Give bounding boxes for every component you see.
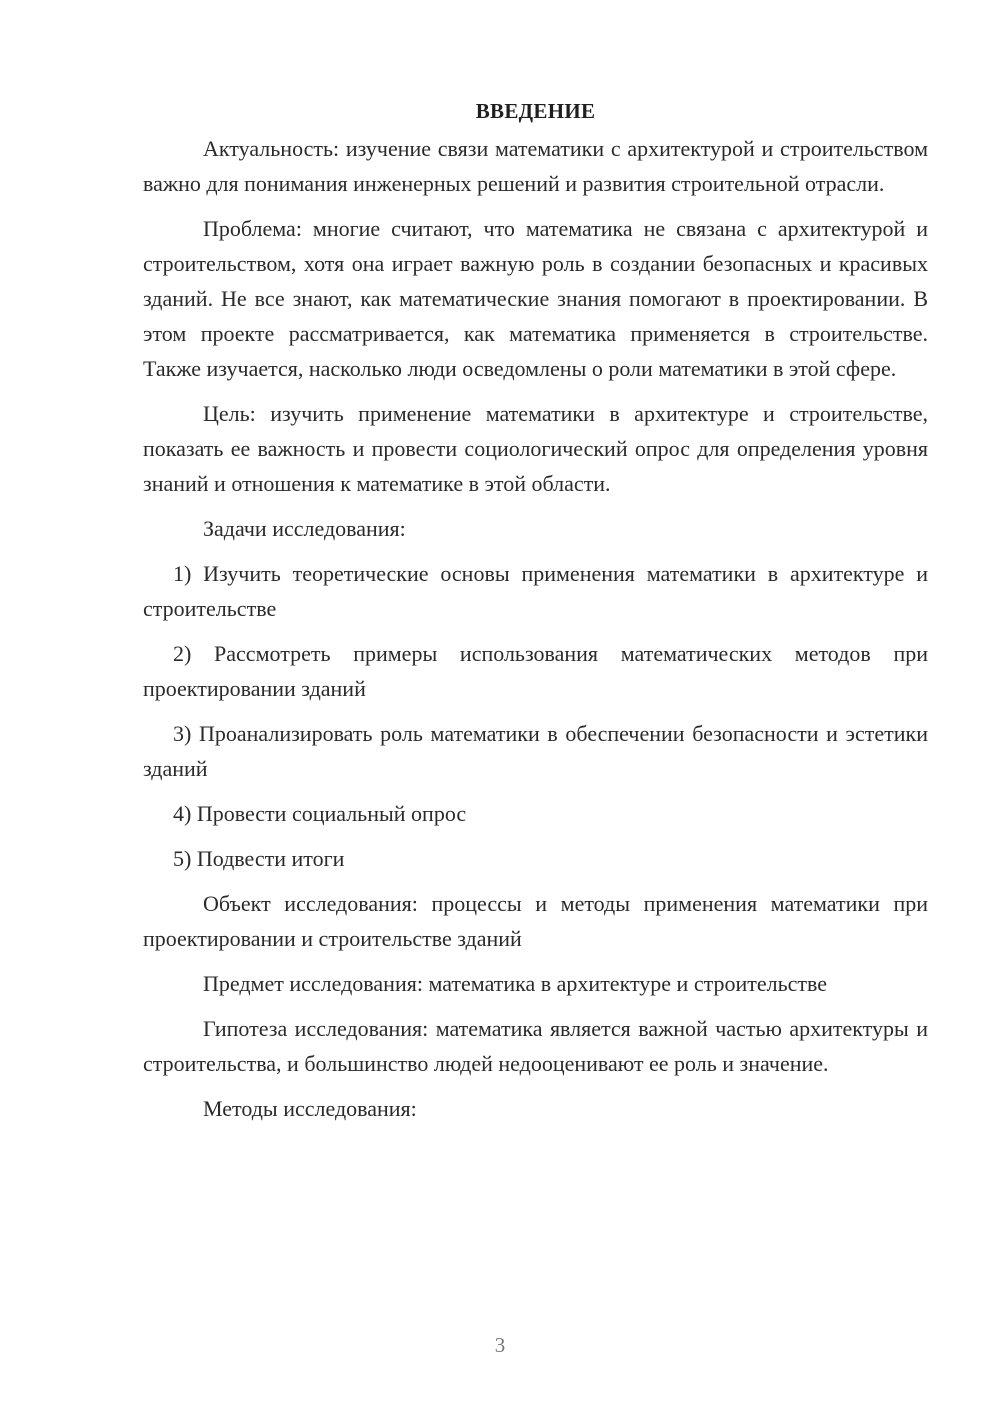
page-title: ВВЕДЕНИЕ [475, 99, 596, 123]
task-item-2: 2) Рассмотреть примеры использования математических методов при проектировании зданий [143, 641, 928, 701]
paragraph-hypothesis: Гипотеза исследования: математика является важной частью архитектуры и строительства, и большинство людей недооценивают ее роль и значение. [143, 1016, 928, 1076]
methods-heading: Методы исследования: [203, 1096, 417, 1121]
tasks-heading: Задачи исследования: [203, 516, 406, 541]
task-item-3: 3) Проанализировать роль математики в обеспечении безопасности и эстетики зданий [143, 721, 928, 781]
task-item-5: 5) Подвести итоги [173, 846, 345, 871]
task-item-1: 1) Изучить теоретические основы применения математики в архитектуре и строительстве [143, 561, 928, 621]
paragraph-problem: Проблема: многие считают, что математика не связана с архитектурой и строительством, хотя она играет важную роль в создании безопасных и красивых зданий. Не все знают, как математические знания помогают в проектировании. В этом проекте рассматривается, как математика применяется в строительстве. Также изучается, насколько люди осведомлены о роли математики в этой сфере. [143, 216, 928, 381]
page-content [143, 96, 928, 1136]
page-number: 3 [494, 1333, 506, 1357]
paragraph-goal: Цель: изучить применение математики в архитектуре и строительстве, показать ее важность и провести социологический опрос для определения уровня знаний и отношения к математике в этой области. [143, 401, 928, 496]
paragraph-subject: Предмет исследования: математика в архитектуре и строительстве [203, 971, 828, 996]
paragraph-relevance: Актуальность: изучение связи математики с архитектурой и строительством важно для понимания инженерных решений и развития строительной отрасли. [143, 136, 928, 196]
task-item-4: 4) Провести социальный опрос [173, 801, 467, 826]
paragraph-object: Объект исследования: процессы и методы применения математики при проектировании и строительстве зданий [143, 891, 928, 951]
